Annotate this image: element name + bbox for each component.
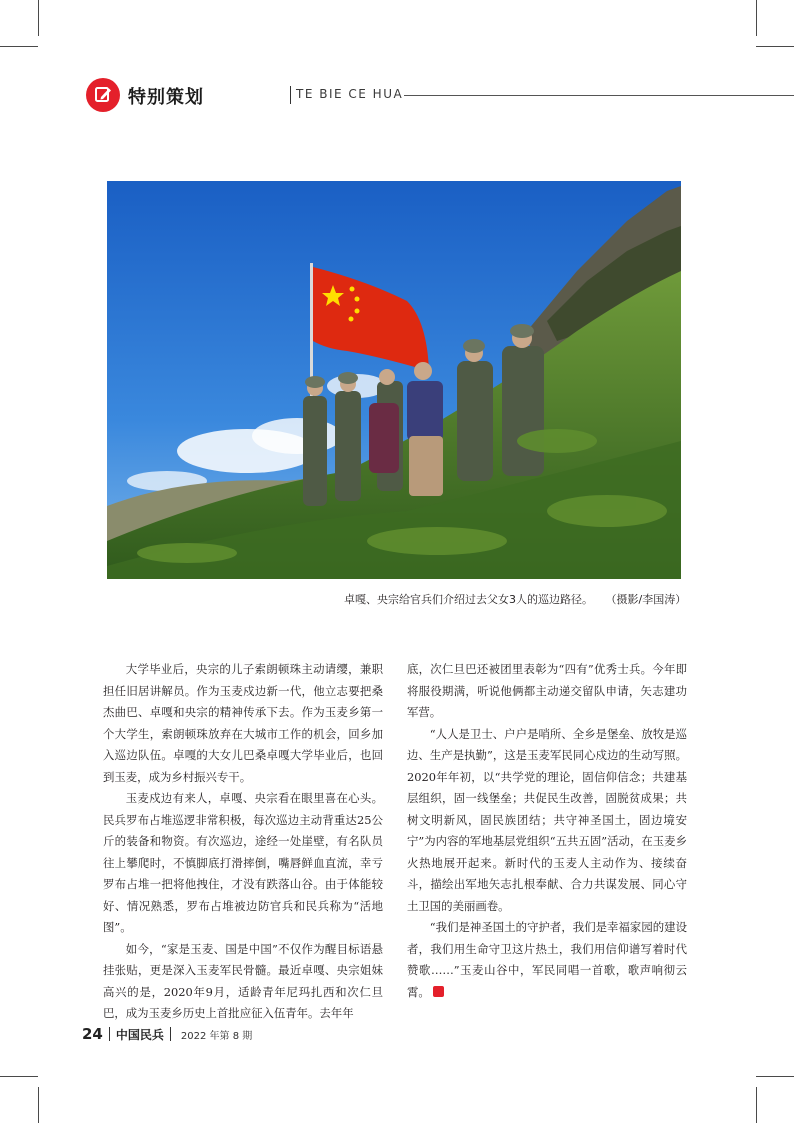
- page-footer: [82, 1024, 252, 1043]
- crop-mark: [756, 46, 794, 47]
- paragraph: 底，次仁旦巴还被团里表彰为“四有”优秀士兵。今年即将服役期满，听说他俩都主动递交留队申请，矢志建功军营。: [407, 662, 687, 719]
- crop-mark: [38, 1087, 39, 1123]
- section-badge: [86, 78, 120, 112]
- article-column-left: [103, 659, 383, 1025]
- footer-separator: [170, 1027, 171, 1041]
- paragraph: 如今，“家是玉麦、国是中国”不仅作为醒目标语悬挂张贴，更是深入玉麦军民骨髓。最近卓嘎、央宗姐妹高兴的是，2020年9月，适龄青年尼玛扎西和次仁旦巴，成为玉麦乡历史上首批应征入伍青年。去年年: [103, 941, 383, 1020]
- footer-separator: [109, 1027, 110, 1041]
- caption-text: 卓嘎、央宗给官兵们介绍过去父女3人的巡边路径。: [344, 593, 593, 606]
- crop-mark: [0, 1076, 38, 1077]
- article-column-right: [407, 659, 687, 1003]
- crop-mark: [756, 0, 757, 36]
- paragraph: “人人是卫士、户户是哨所、全乡是堡垒、放牧是巡边、生产是执勤”，这是玉麦军民同心戍边的生动写照。2020年年初，以“共学党的理论，固信仰信念；共建基层组织，固一线堡垒；共促民生改善，固脱贫成果；共树文明新风，固民族团结；共守神圣国土，固边境安宁”为内容的军地基层党组织“五共五固”活动，在玉麦乡火热地展开起来。新时代的玉麦人主动作为、接续奋斗，描绘出军地矢志扎根奉献、合力共谋发展、同心守土卫国的美丽画卷。: [407, 726, 687, 913]
- paragraph: 玉麦戍边有来人，卓嘎、央宗看在眼里喜在心头。民兵罗布占堆巡逻非常积极，每次巡边主动背重达25公斤的装备和物资。有次巡边，途经一处崖壁，有名队员往上攀爬时，不慎脚底打滑摔倒，嘴唇鲜血直流，幸亏罗布占堆一把将他拽住，才没有跌落山谷。由于体能较好、情况熟悉，罗布占堆被边防官兵和民兵称为“活地图”。: [103, 791, 383, 934]
- crop-mark: [38, 0, 39, 36]
- photo-caption: [344, 591, 686, 607]
- crop-mark: [756, 1087, 757, 1123]
- caption-credit: （摄影/李国涛）: [611, 593, 687, 606]
- paragraph-text: “我们是神圣国土的守护者，我们是幸福家园的建设者，我们用生命守卫这片热土，我们用信仰谱写着时代赞歌……”玉麦山谷中，军民同唱一首歌，歌声响彻云霄。: [407, 920, 687, 999]
- header-rule: [404, 95, 794, 96]
- paragraph: 大学毕业后，央宗的儿子索朗顿珠主动请缨，兼职担任旧居讲解员。作为玉麦戍边新一代，他立志要把桑杰曲巴、卓嘎和央宗的精神传承下去。作为玉麦乡第一个大学生，索朗顿珠放弃在大城市工作的机会，回乡加入巡边队伍。卓嘎的大女儿巴桑卓嘎大学毕业后，也回到玉麦，成为乡村振兴专干。: [103, 662, 383, 784]
- section-header: [86, 78, 762, 114]
- crop-mark: [0, 46, 38, 47]
- end-mark-icon: [433, 986, 444, 997]
- pencil-edit-icon: [93, 85, 113, 105]
- issue-label: 2022 年第 8 期: [180, 1031, 253, 1042]
- article-photo: [107, 181, 681, 579]
- page-number: 24: [82, 1025, 103, 1043]
- paragraph-final: [407, 917, 687, 1003]
- crop-mark: [756, 1076, 794, 1077]
- magazine-name: 中国民兵: [115, 1028, 164, 1042]
- section-title: 特别策划: [128, 87, 204, 108]
- header-separator: [290, 86, 291, 104]
- section-subtitle: TE BIE CE HUA: [296, 87, 404, 101]
